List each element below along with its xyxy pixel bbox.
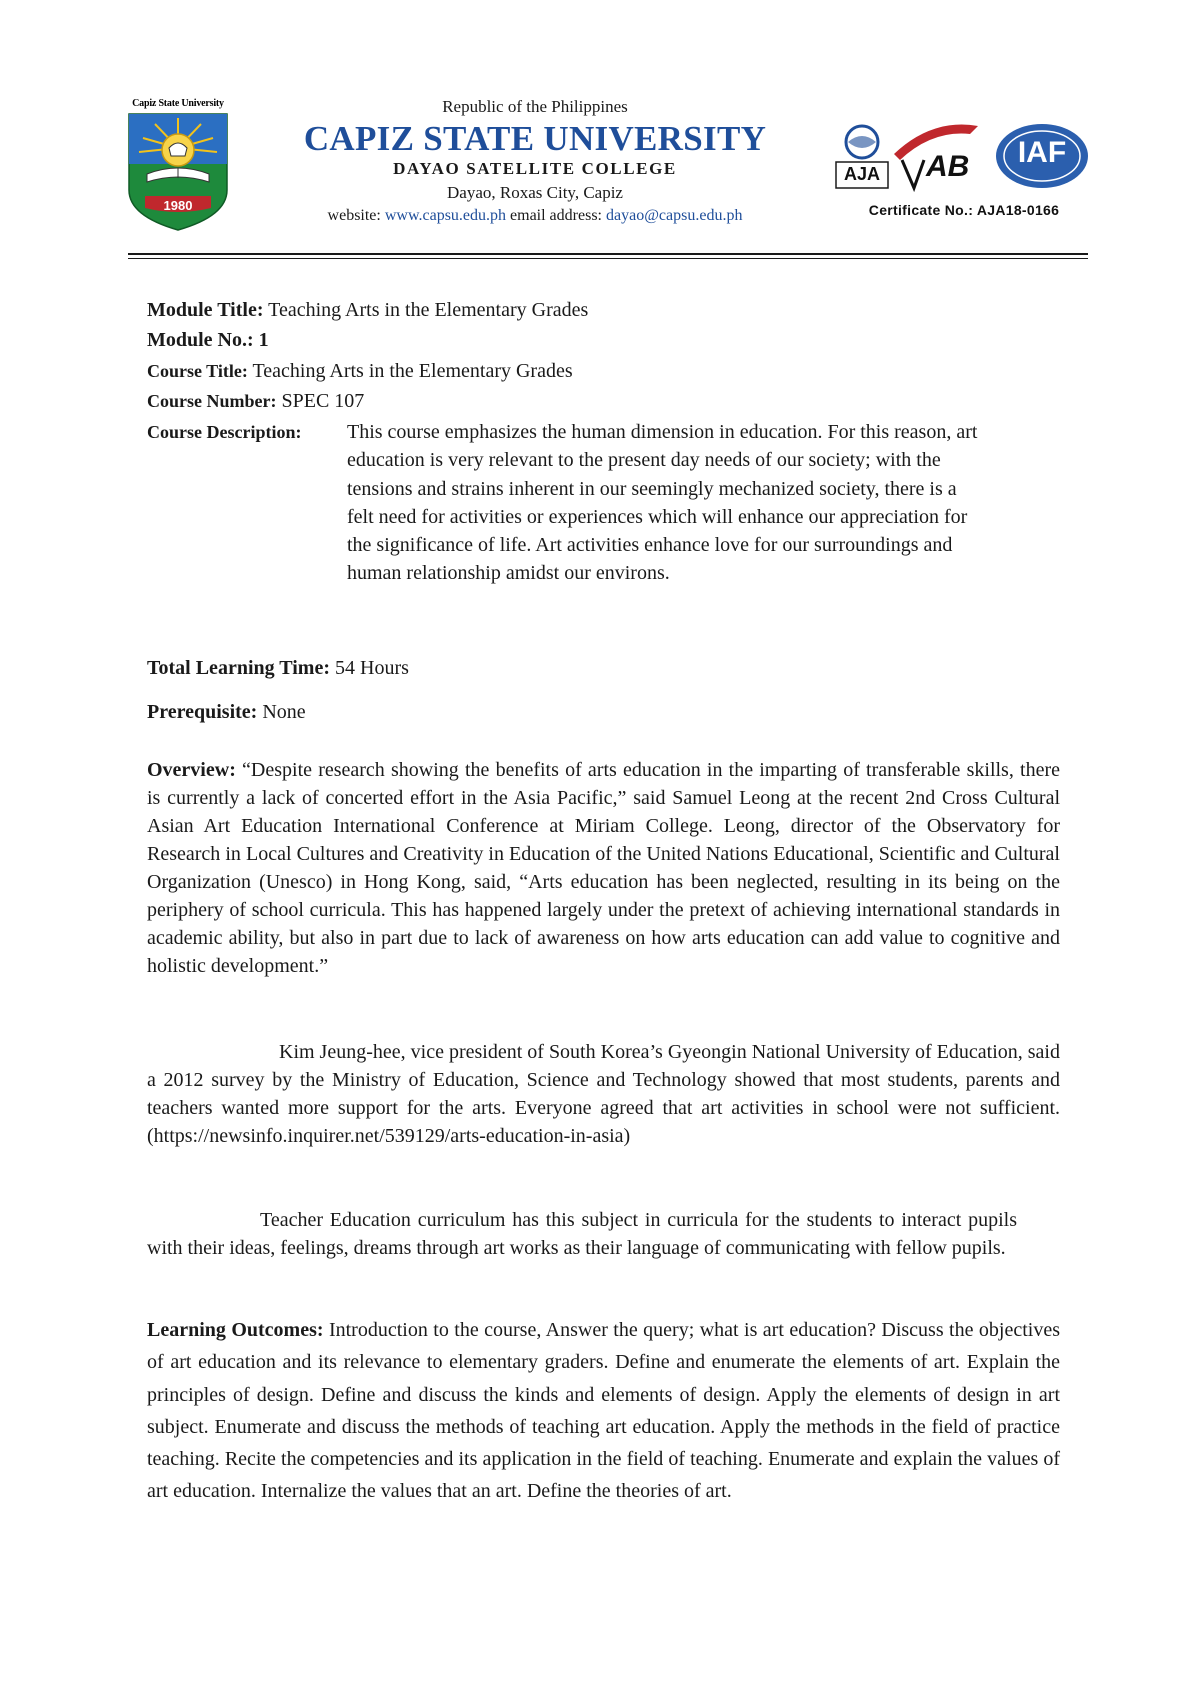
module-title-label: Module Title: [147,299,264,321]
prerequisite: None [262,701,306,723]
university-seal-icon [125,112,231,232]
email-label: email address: [510,207,602,224]
course-number-line [147,387,364,415]
learning-time-line [147,654,409,682]
header-rule-thin [128,258,1088,259]
republic-line: Republic of the Philippines [442,97,628,116]
module-title: Teaching Arts in the Elementary Grades [268,299,589,321]
course-description-label: Course Description: [147,422,302,442]
website-label: website: [327,207,381,224]
certification-logos [830,120,1098,226]
aja-badge-label: AJA [843,164,880,184]
overview-paragraph-3: Teacher Education curriculum has this subject in curricula for the students to interact pupils with their ideas, feelings, dreams through art works as their language of communicating with fellow pupils. [147,1209,1017,1259]
website-link[interactable]: www.capsu.edu.ph [384,207,507,224]
learning-time-label: Total Learning Time: [147,657,330,679]
overview-paragraph-1 [147,756,1060,980]
course-number-label: Course Number: [147,391,277,411]
module-number: 1 [258,329,269,351]
email-link[interactable]: dayao@capsu.edu.ph [605,207,743,224]
module-number-label: Module No.: [147,329,254,351]
jab-badge-label: AB [926,150,970,183]
prerequisite-label: Prerequisite: [147,701,258,723]
course-title-label: Course Title: [147,361,248,381]
learning-outcomes [147,1314,1060,1508]
certificate-number: Certificate No.: AJA18-0166 [868,202,1060,218]
logo-caption: Capiz State University [132,98,224,109]
contact-line [240,205,830,227]
overview-paragraph-2: Kim Jeung-hee, vice president of South Korea’s Gyeongin National University of Education, said a 2012 survey by the Ministry of Education, Science and Technology showed that most students, parents and teachers wanted more support for the arts. Everyone agreed that art activities in school were not sufficient. (https://newsinfo.inquirer.net/539129/arts-education-in-asia) [147,1041,1060,1147]
course-title-line [147,357,573,385]
college-name: DAYAO SATELLITE COLLEGE [393,159,677,178]
module-title-line [147,296,588,324]
letterhead [240,96,830,227]
logo-year: 1980 [163,198,193,213]
prerequisite-line [147,698,306,726]
learning-outcomes-text: Introduction to the course, Answer the query; what is art education? Discuss the objectives of art education and its relevance to elementary graders. Define and enumerate the elements of art. Explain the principles of design. Define and discuss the kinds and elements of design. Apply the elements of design in art subject. Enumerate and discuss the methods of teaching art education. Apply the methods in the field of practice teaching. Recite the competencies and its application in the field of teaching. Enumerate and explain the values of art education. Internalize the values that an art. Define the theories of art. [147,1319,1060,1503]
overview-label: Overview: [147,759,236,781]
course-number: SPEC 107 [281,390,365,412]
learning-outcomes-label: Learning Outcomes: [147,1319,324,1341]
iaf-badge-label: IAF [1017,136,1067,169]
course-title: Teaching Arts in the Elementary Grades [252,360,573,382]
university-logo [125,98,231,232]
course-description-text: This course emphasizes the human dimension in education. For this reason, art education is very relevant to the present day needs of our society; with the tensions and strains inherent in our seemingly mechanized society, there is a felt need for activities or experiences which will enhance our appreciation for the significance of life. Art activities enhance love for our surroundings and human relationship amidst our environs. [347,421,978,585]
header-rule [128,253,1088,255]
module-number-line [147,326,269,354]
overview-text-1: “Despite research showing the benefits of arts education in the imparting of transferable skills, there is currently a lack of concerted effort in the Asia Pacific,” said Samuel Leong at the recent 2nd Cross Cultural Asian Art Education International Conference at Miriam College. Leong, director of the Observatory for Research in Local Cultures and Creativity in Education of the United Nations Educational, Scientific and Cultural Organization (Unesco) in Hong Kong, said, “Arts education has been neglected, resulting in its being on the periphery of school curricula. This has happened largely under the pretext of achieving international standards in academic ability, but also in part due to lack of awareness on how arts education can add value to cognitive and holistic development.” [147,759,1060,977]
college-address: Dayao, Roxas City, Capiz [447,183,623,202]
university-name: CAPIZ STATE UNIVERSITY [303,119,767,158]
learning-time: 54 Hours [335,657,409,679]
